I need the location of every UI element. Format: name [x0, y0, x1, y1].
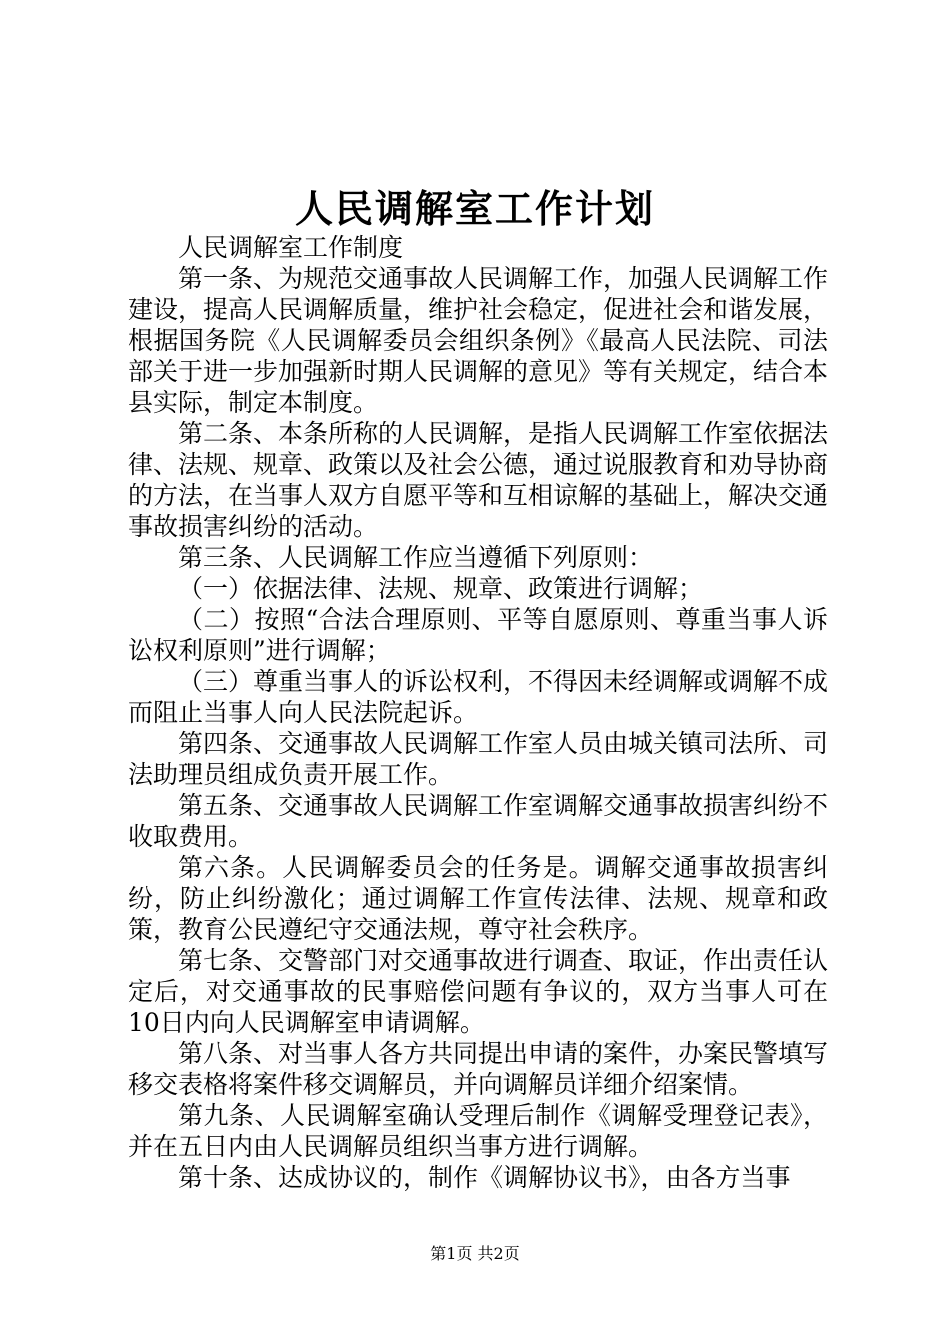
- paragraph-article-3: 第三条、人民调解工作应当遵循下列原则：: [178, 543, 654, 572]
- paragraph-article-5: 第五条、交通事故人民调解工作室调解交通事故损害纠纷不收取费用。: [128, 791, 829, 851]
- paragraph-article-1: 第一条、为规范交通事故人民调解工作，加强人民调解工作建设，提高人民调解质量，维护社会稳定，促进社会和谐发展，根据国务院《人民调解委员会组织条例》《最高人民法院、司法部关于进一步加强新时期人民调解的意见》等有关规定，结合本县实际，制定本制度。: [128, 264, 829, 417]
- paragraph-subtitle: 人民调解室工作制度: [178, 233, 404, 262]
- document-body: [128, 232, 828, 1193]
- paragraph-principle-2: （二）按照“合法合理原则、平等自愿原则、尊重当事人诉讼权利原则”进行调解；: [128, 605, 828, 665]
- paragraph-article-8: 第八条、对当事人各方共同提出申请的案件，办案民警填写移交表格将案件移交调解员，并向调解员详细介绍案情。: [128, 1039, 829, 1099]
- page-footer: 第1页 共2页: [430, 1244, 520, 1263]
- paragraph-article-2: 第二条、本条所称的人民调解，是指人民调解工作室依据法律、法规、规章、政策以及社会公德，通过说服教育和劝导协商的方法，在当事人双方自愿平等和互相谅解的基础上，解决交通事故损害纠纷的活动。: [128, 419, 829, 541]
- paragraph-article-9: 第九条、人民调解室确认受理后制作《调解受理登记表》，并在五日内由人民调解员组织当事方进行调解。: [128, 1101, 828, 1161]
- paragraph-article-4: 第四条、交通事故人民调解工作室人员由城关镇司法所、司法助理员组成负责开展工作。: [128, 729, 829, 789]
- paragraph-article-7: 第七条、交警部门对交通事故进行调查、取证，作出责任认定后，对交通事故的民事赔偿问题有争议的，双方当事人可在10日内向人民调解室申请调解。: [128, 946, 829, 1037]
- paragraph-article-6: 第六条。人民调解委员会的任务是。调解交通事故损害纠纷，防止纠纷激化；通过调解工作宣传法律、法规、规章和政策，教育公民遵纪守交通法规，尊守社会秩序。: [128, 853, 828, 944]
- paragraph-principle-3: （三）尊重当事人的诉讼权利，不得因未经调解或调解不成而阻止当事人向人民法院起诉。: [128, 667, 829, 727]
- paragraph-article-10: 第十条、达成协议的，制作《调解协议书》，由各方当事: [178, 1163, 791, 1192]
- document-title: 人民调解室工作计划: [294, 186, 655, 231]
- paragraph-principle-1: （一）依据法律、法规、规章、政策进行调解；: [178, 574, 704, 603]
